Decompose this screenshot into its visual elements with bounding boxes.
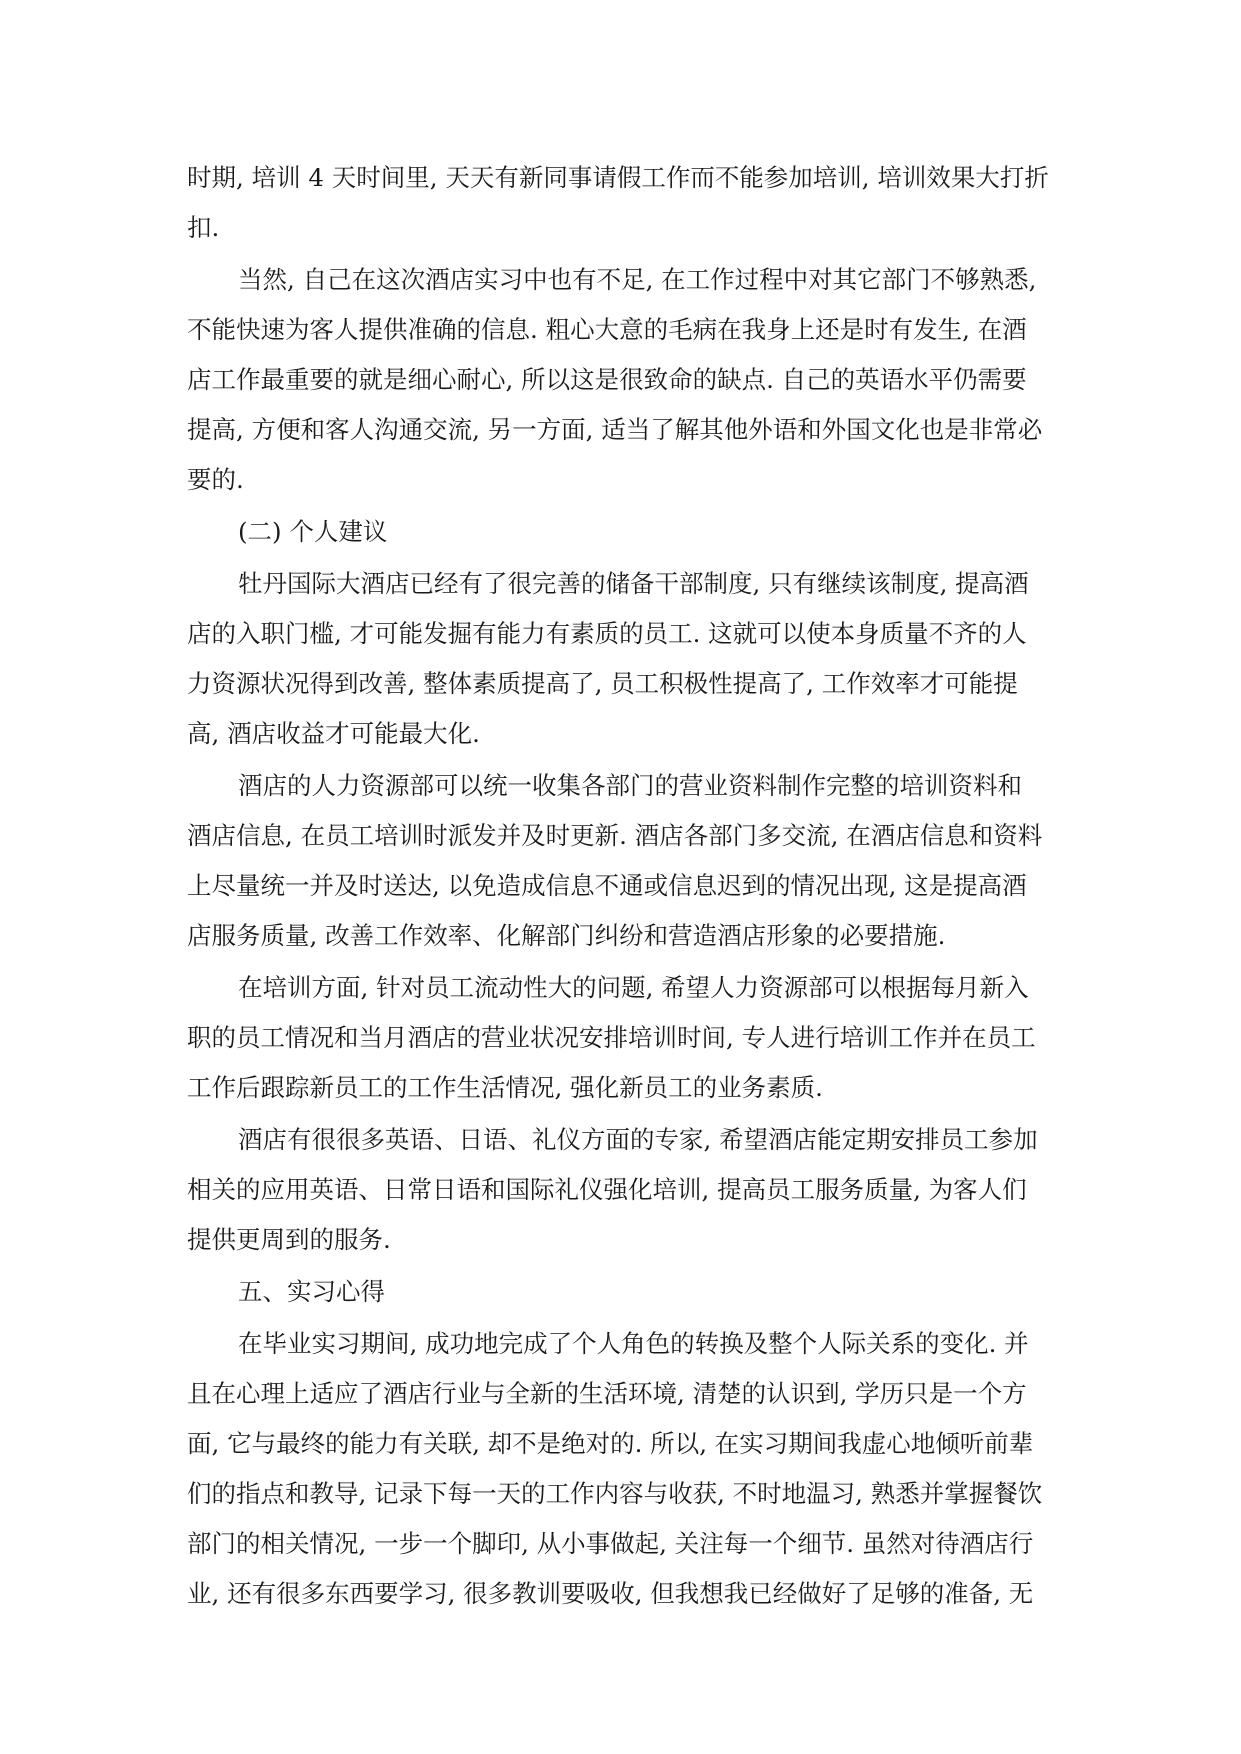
text-line: 五、实习心得 bbox=[238, 1277, 385, 1306]
text-line: 牡丹国际大酒店已经有了很完善的储备干部制度, 只有继续该制度, 提高酒 bbox=[238, 569, 1029, 598]
text-line: 面, 它与最终的能力有关联, 却不是绝对的. 所以, 在实习期间我虚心地倾听前辈 bbox=[187, 1429, 1034, 1458]
text-line: 工作后跟踪新员工的工作生活情况, 强化新员工的业务素质. bbox=[187, 1073, 823, 1102]
text-line: 当然, 自己在这次酒店实习中也有不足, 在工作过程中对其它部门不够熟悉, bbox=[238, 265, 1037, 294]
text-line: 在培训方面, 针对员工流动性大的问题, 希望人力资源部可以根据每月新入 bbox=[238, 973, 1029, 1002]
paragraph bbox=[187, 963, 1055, 1113]
paragraph bbox=[187, 761, 1055, 961]
text-line: 上尽量统一并及时送达, 以免造成信息不通或信息迟到的情况出现, 这是提高酒 bbox=[187, 871, 1027, 900]
text-line: 力资源状况得到改善, 整体素质提高了, 员工积极性提高了, 工作效率才可能提 bbox=[187, 669, 1018, 698]
text-line: 且在心理上适应了酒店行业与全新的生活环境, 清楚的认识到, 学历只是一个方 bbox=[187, 1379, 1027, 1408]
text-line: (二) 个人建议 bbox=[238, 517, 388, 546]
text-line: 酒店的人力资源部可以统一收集各部门的营业资料制作完整的培训资料和 bbox=[238, 771, 1022, 800]
paragraph bbox=[187, 559, 1055, 759]
paragraph bbox=[187, 1115, 1055, 1265]
text-line: 店服务质量, 改善工作效率、化解部门纠纷和营造酒店形象的必要措施. bbox=[187, 921, 946, 950]
text-line: 职的员工情况和当月酒店的营业状况安排培训时间, 专人进行培训工作并在员工 bbox=[187, 1023, 1036, 1052]
text-line: 时期, 培训 4 天时间里, 天天有新同事请假工作而不能参加培训, 培训效果大打折 bbox=[187, 163, 1049, 192]
text-line: 相关的应用英语、日常日语和国际礼仪强化培训, 提高员工服务质量, 为客人们 bbox=[187, 1175, 1027, 1204]
text-line: 酒店信息, 在员工培训时派发并及时更新. 酒店各部门多交流, 在酒店信息和资料 bbox=[187, 821, 1043, 850]
text-line: 们的指点和教导, 记录下每一天的工作内容与收获, 不时地温习, 熟悉并掌握餐饮 bbox=[187, 1479, 1043, 1508]
text-line: 店工作最重要的就是细心耐心, 所以这是很致命的缺点. 自己的英语水平仍需要 bbox=[187, 365, 1027, 394]
text-line: 扣. bbox=[187, 213, 220, 242]
text-line: 不能快速为客人提供准确的信息. 粗心大意的毛病在我身上还是时有发生, 在酒 bbox=[187, 315, 1027, 344]
text-line: 业, 还有很多东西要学习, 很多教训要吸收, 但我想我已经做好了足够的准备, 无 bbox=[187, 1579, 1034, 1608]
paragraph bbox=[187, 507, 1055, 557]
paragraph bbox=[187, 1267, 1055, 1317]
text-line: 要的. bbox=[187, 465, 244, 494]
text-line: 酒店有很很多英语、日语、礼仪方面的专家, 希望酒店能定期安排员工参加 bbox=[238, 1125, 1038, 1154]
text-line: 部门的相关情况, 一步一个脚印, 从小事做起, 关注每一个细节. 虽然对待酒店行 bbox=[187, 1529, 1034, 1558]
text-line: 在毕业实习期间, 成功地完成了个人角色的转换及整个人际关系的变化. 并 bbox=[238, 1329, 1029, 1358]
text-line: 提供更周到的服务. bbox=[187, 1225, 391, 1254]
paragraph bbox=[187, 255, 1055, 505]
paragraph-gap bbox=[187, 1619, 1055, 1621]
paragraph bbox=[187, 153, 1055, 253]
document-body bbox=[187, 153, 1055, 1621]
paragraph bbox=[187, 1319, 1055, 1619]
text-line: 高, 酒店收益才可能最大化. bbox=[187, 719, 480, 748]
text-line: 提高, 方便和客人沟通交流, 另一方面, 适当了解其他外语和外国文化也是非常必 bbox=[187, 415, 1043, 444]
text-line: 店的入职门槛, 才可能发掘有能力有素质的员工. 这就可以使本身质量不齐的人 bbox=[187, 619, 1027, 648]
